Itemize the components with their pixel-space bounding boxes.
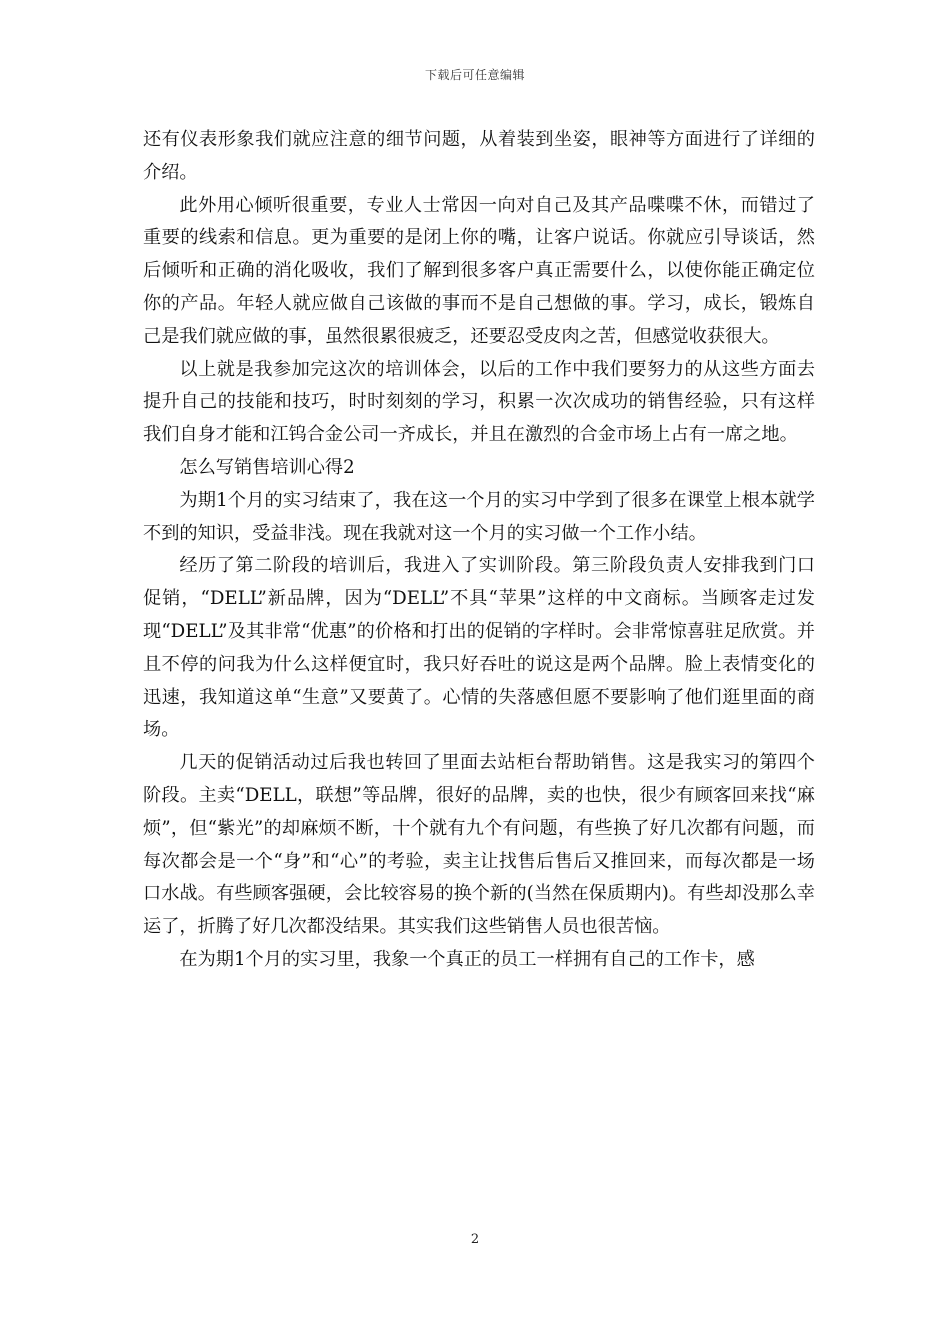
section-heading: 怎么写销售培训心得2	[179, 456, 355, 478]
paragraph: 在为期1个月的实习里，我象一个真正的员工一样拥有自己的工作卡，感	[179, 948, 755, 970]
page-header: 下载后可任意编辑	[424, 68, 525, 82]
paragraph-continued: 还有仪表形象我们就应注意的细节问题，从着装到坐姿，眼神等方面进行了详细的介绍。	[143, 129, 815, 183]
paragraph: 以上就是我参加完这次的培训体会，以后的工作中我们要努力的从这些方面去提升自己的技能和技巧，时时刻刻的学习，积累一次次成功的销售经验，只有这样我们自身才能和江钨合金公司一齐成长，并且在激烈的合金市场上占有一席之地。	[143, 358, 815, 446]
page-number: 2	[470, 1232, 480, 1247]
paragraph: 为期1个月的实习结束了，我在这一个月的实习中学到了很多在课堂上根本就学不到的知识，受益非浅。现在我就对这一个月的实习做一个工作小结。	[143, 489, 815, 544]
document-body	[143, 124, 815, 977]
paragraph: 此外用心倾听很重要，专业人士常因一向对自己及其产品喋喋不休，而错过了重要的线索和信息。更为重要的是闭上你的嘴，让客户说话。你就应引导谈话，然后倾听和正确的消化吸收，我们了解到很多客户真正需要什么，以使你能正确定位你的产品。年轻人就应做自己该做的事而不是自己想做的事。学习，成长，锻炼自己是我们就应做的事，虽然很累很疲乏，还要忍受皮肉之苦，但感觉收获很大。	[143, 194, 815, 347]
paragraph: 经历了第二阶段的培训后，我进入了实训阶段。第三阶段负责人安排我到门口促销，“DELL”新品牌，因为“DELL”不具“苹果”这样的中文商标。当顾客走过发现“DELL”及其非常“优惠”的价格和打出的促销的字样时。会非常惊喜驻足欣赏。并且不停的问我为什么这样便宜时，我只好吞吐的说这是两个品牌。脸上表情变化的迅速，我知道这单“生意”又要黄了。心情的失落感但愿不要影响了他们逛里面的商场。	[143, 555, 815, 741]
paragraph: 几天的促销活动过后我也转回了里面去站柜台帮助销售。这是我实习的第四个阶段。主卖“DELL，联想”等品牌，很好的品牌，卖的也快，很少有顾客回来找“麻烦”，但“紫光”的却麻烦不断，十个就有九个有问题，有些换了好几次都有问题，而每次都会是一个“身”和“心”的考验，卖主让找售后售后又推回来，而每次都是一场口水战。有些顾客强硬，会比较容易的换个新的(当然在保质期内)。有些却没那么幸运了，折腾了好几次都没结果。其实我们这些销售人员也很苦恼。	[143, 752, 815, 938]
